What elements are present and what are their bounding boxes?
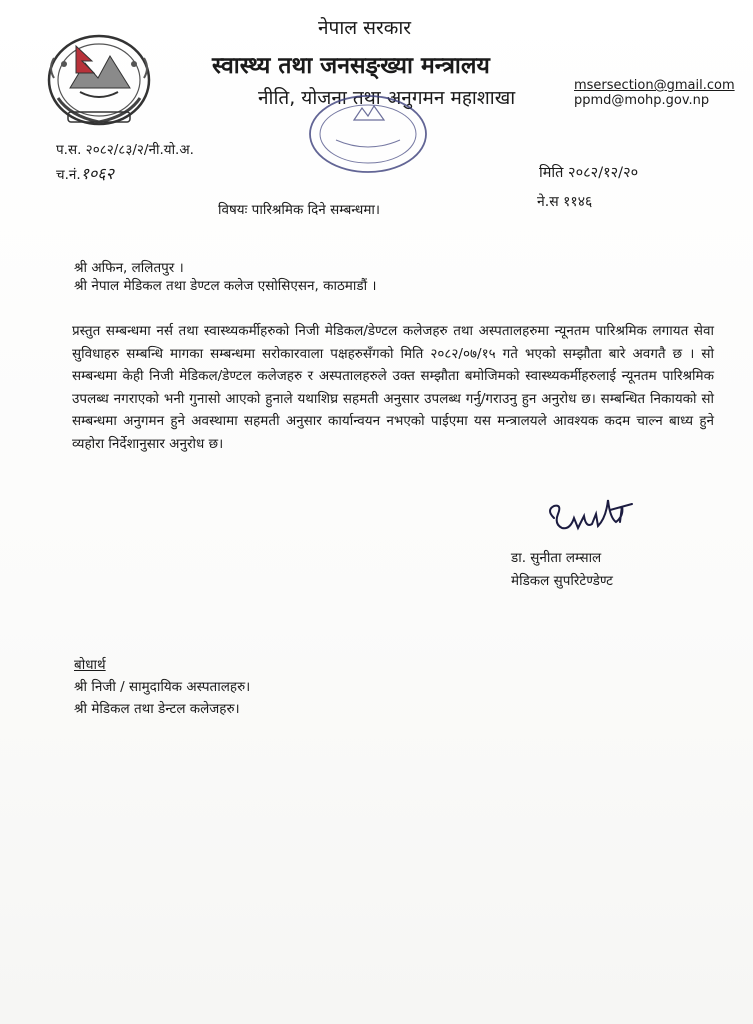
email-block: [574, 78, 735, 108]
chalani-number-value: १०६२: [80, 164, 114, 183]
signatory-name: डा. सुनीता लम्साल: [511, 550, 602, 566]
chalani-label: च.नं.: [56, 167, 81, 183]
division-name: नीति, योजना तथा अनुगमन महाशाखा: [258, 87, 516, 109]
email-link-primary[interactable]: msersection@gmail.com: [574, 78, 735, 93]
ministry-stamp-icon: [306, 92, 430, 176]
cc-item: श्री मेडिकल तथा डेन्टल कलेजहरु।: [74, 701, 240, 717]
addressee: श्री अफिन, ललितपुर ।: [74, 260, 184, 276]
ne-sa-number: ने.स ११४६: [537, 194, 593, 210]
email-link-secondary[interactable]: ppmd@mohp.gov.np: [574, 93, 710, 108]
government-heading: नेपाल सरकार: [318, 17, 412, 39]
chalani-number: [56, 162, 114, 184]
handwritten-signature-icon: [540, 488, 652, 542]
letter-body: प्रस्तुत सम्बन्धमा नर्स तथा स्वास्थ्यकर्मीहरुको निजी मेडिकल/डेण्टल कलेजहरु तथा अस्पतालहरुमा न्यूनतम पारिश्रमिक लगायत सेवा सुविधाहरु सम्बन्धि मागका सम्बन्धमा सरोकारवाला पक्षहरुसँगको मिति २०८२/०७/१५ गते भएको सम्झौता बारे अवगतै छ । सो सम्बन्धमा केही निजी मेडिकल/डेण्टल कलेजहरु र अस्पतालहरुले उक्त सम्झौता बमोजिमको स्वास्थ्यकर्मीहरुलाई न्यूनतम पारिश्रमिक उपलब्ध नगराएको भनी गुनासो आएको हुनाले यथाशिघ्र सहमती अनुसार उपलब्ध गर्नु/गराउनु हुन अनुरोध छ। सम्बन्धित निकायको सो सम्बन्धमा अनुगमन हुने अवस्थामा सहमती अनुसार कार्यान्वयन नभएको पाईएमा यस मन्त्रालयले आवश्यक कदम चाल्न बाध्य हुने व्यहोरा निर्देशानुसार अनुरोध छ।: [72, 323, 714, 452]
letter-date: मिति २०८२/१२/२०: [539, 165, 639, 181]
cc-label: बोधार्थ: [74, 657, 106, 673]
cc-item: श्री निजी / सामुदायिक अस्पतालहरु।: [74, 679, 251, 695]
ministry-name: स्वास्थ्य तथा जनसङ्ख्या मन्त्रालय: [212, 53, 490, 79]
addressee: श्री नेपाल मेडिकल तथा डेण्टल कलेज एसोसिएसन, काठमाडौं ।: [74, 278, 377, 294]
nepal-emblem-icon: [40, 28, 158, 130]
subject-line: विषयः पारिश्रमिक दिने सम्बन्धमा।: [218, 202, 381, 218]
signatory-title: मेडिकल सुपरिटेण्डेण्ट: [511, 573, 613, 589]
patra-sankhya: प.स. २०८२/८३/२/नी.यो.अ.: [56, 142, 194, 158]
